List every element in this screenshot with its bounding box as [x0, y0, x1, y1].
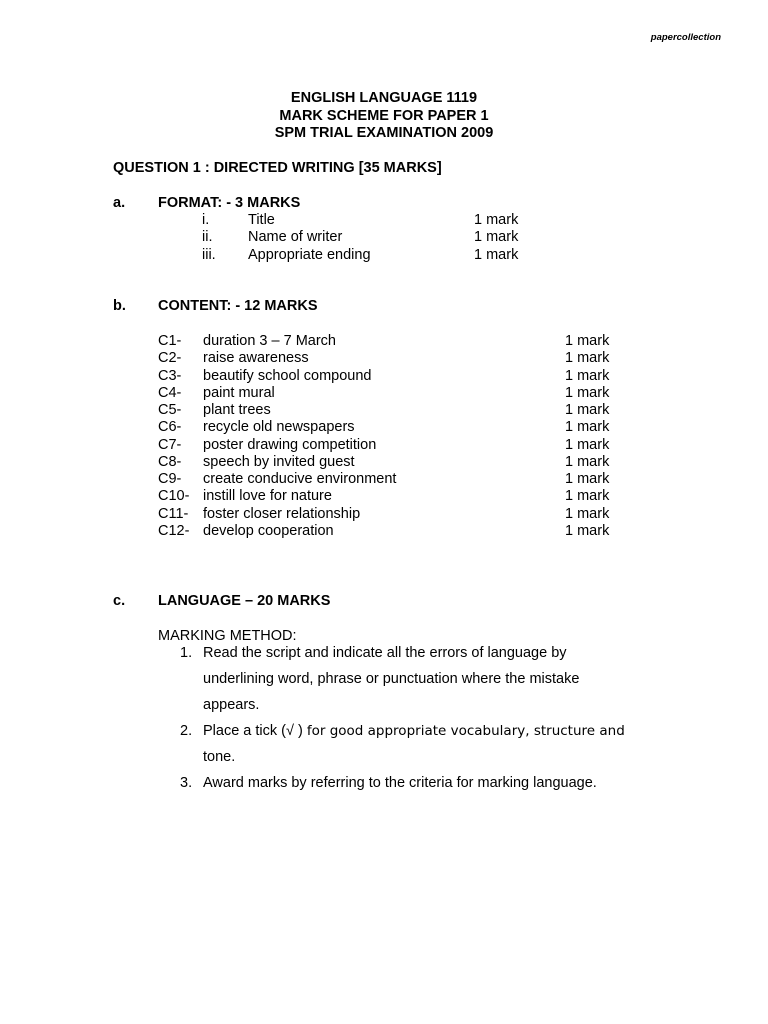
- step-text: tone.: [203, 749, 236, 765]
- content-mark: 1 mark: [565, 333, 610, 349]
- content-mark: 1 mark: [565, 454, 610, 470]
- content-label: develop cooperation: [203, 523, 334, 539]
- content-code: C1-: [158, 333, 182, 349]
- step-text-part: for good appropriate vocabulary, structure and: [306, 723, 625, 739]
- format-item-number: iii.: [202, 247, 216, 263]
- content-label: create conducive environment: [203, 471, 397, 487]
- content-label: speech by invited guest: [203, 454, 355, 470]
- content-code: C6-: [158, 419, 182, 435]
- content-label: foster closer relationship: [203, 506, 361, 522]
- watermark: papercollection: [650, 32, 721, 43]
- content-mark: 1 mark: [565, 368, 610, 384]
- content-code: C12-: [158, 523, 190, 539]
- content-mark: 1 mark: [565, 385, 610, 401]
- step-number: 2.: [180, 723, 193, 739]
- content-mark: 1 mark: [565, 419, 610, 435]
- format-item-label: Name of writer: [248, 229, 343, 245]
- format-item-mark: 1 mark: [474, 229, 519, 245]
- step-text: Award marks by referring to the criteria for marking language.: [203, 775, 597, 791]
- content-label: raise awareness: [203, 350, 309, 366]
- content-code: C10-: [158, 488, 190, 504]
- content-label: duration 3 – 7 March: [203, 333, 336, 349]
- content-mark: 1 mark: [565, 523, 610, 539]
- content-label: recycle old newspapers: [203, 419, 355, 435]
- content-mark: 1 mark: [565, 350, 610, 366]
- step-text: Read the script and indicate all the errors of language by: [203, 645, 567, 661]
- question-heading: QUESTION 1 : DIRECTED WRITING [35 MARKS]: [113, 160, 442, 176]
- content-label: plant trees: [203, 402, 271, 418]
- content-mark: 1 mark: [565, 506, 610, 522]
- header-title-line1: ENGLISH LANGUAGE 1119: [290, 90, 478, 106]
- content-code: C9-: [158, 471, 182, 487]
- header-title-line3: SPM TRIAL EXAMINATION 2009: [274, 125, 494, 141]
- step-text: appears.: [203, 697, 260, 713]
- format-item-number: ii.: [202, 229, 213, 245]
- content-code: C5-: [158, 402, 182, 418]
- content-mark: 1 mark: [565, 488, 610, 504]
- format-item-label: Title: [248, 212, 275, 228]
- content-mark: 1 mark: [565, 437, 610, 453]
- content-code: C11-: [158, 506, 189, 522]
- section-letter: b.: [113, 298, 126, 314]
- format-item-mark: 1 mark: [474, 247, 519, 263]
- section-heading: CONTENT: - 12 MARKS: [158, 298, 318, 314]
- step-number: 3.: [180, 775, 193, 791]
- content-label: paint mural: [203, 385, 275, 401]
- step-number: 1.: [180, 645, 193, 661]
- format-item-label: Appropriate ending: [248, 247, 371, 263]
- content-code: C3-: [158, 368, 182, 384]
- section-letter: a.: [113, 195, 126, 211]
- content-code: C7-: [158, 437, 182, 453]
- format-item-number: i.: [202, 212, 210, 228]
- header-title-line2: MARK SCHEME FOR PAPER 1: [279, 108, 489, 124]
- content-label: instill love for nature: [203, 488, 332, 504]
- section-letter: c.: [113, 593, 126, 609]
- format-item-mark: 1 mark: [474, 212, 519, 228]
- marking-method-label: MARKING METHOD:: [158, 628, 297, 644]
- step-text-part: Place a tick (√ ): [203, 723, 307, 739]
- content-code: C4-: [158, 385, 182, 401]
- content-mark: 1 mark: [565, 402, 610, 418]
- step-text: underlining word, phrase or punctuation where the mistake: [203, 671, 580, 687]
- content-code: C8-: [158, 454, 182, 470]
- section-heading: FORMAT: - 3 MARKS: [158, 195, 301, 211]
- step-text: [203, 723, 625, 739]
- content-label: poster drawing competition: [203, 437, 377, 453]
- content-label: beautify school compound: [203, 368, 372, 384]
- section-heading: LANGUAGE – 20 MARKS: [158, 593, 331, 609]
- content-mark: 1 mark: [565, 471, 610, 487]
- content-code: C2-: [158, 350, 182, 366]
